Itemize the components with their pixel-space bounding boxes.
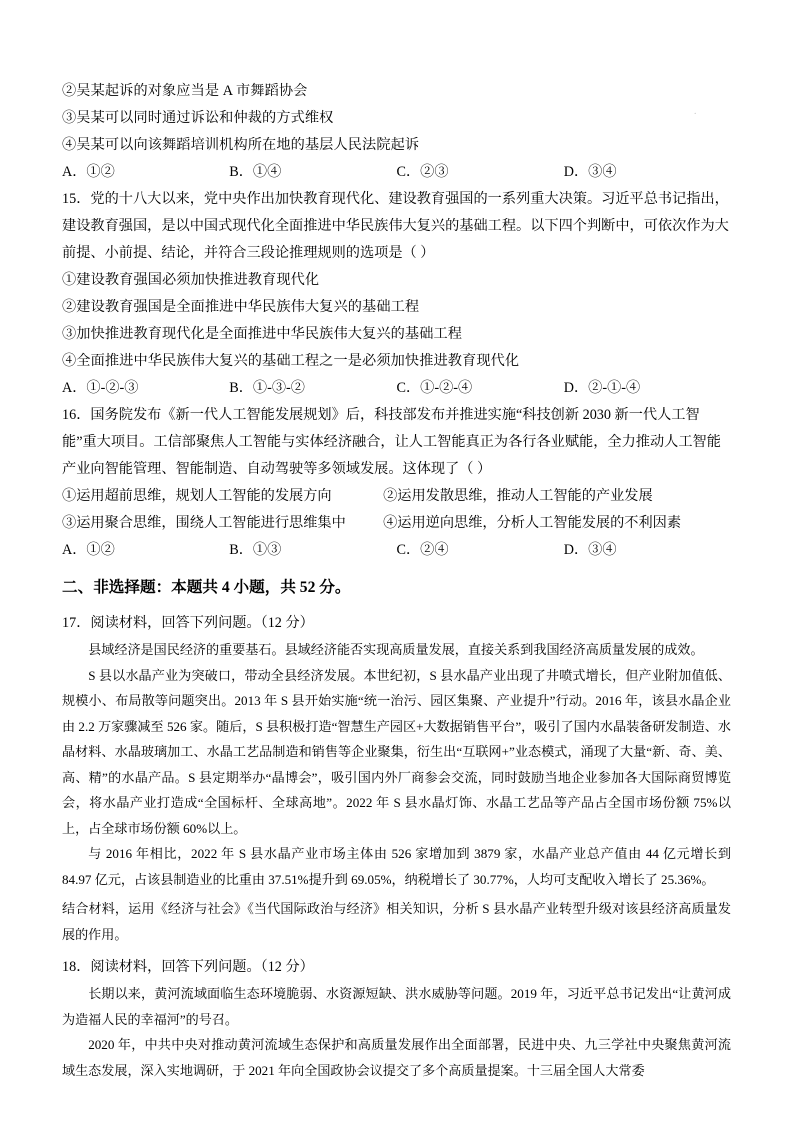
question-18-para: 2020 年，中共中央对推动黄河流域生态保护和高质量发展作出全面部署，民进中央、九三学社中央聚焦黄河流域生态发展，深入实地调研，于 2021 年向全国政协会议提交了多个高质量提案。十三届全国人大常委 <box>62 1037 731 1078</box>
question-16-stem: 16．国务院发布《新一代人工智能发展规划》后，科技部发布并推进实施“科技创新 2030 新一代人工智能”重大项目。工信部聚焦人工智能与实体经济融合，让人工智能真正为各行各业赋能，全力推动人工智能产业向智能管理、智能制造、自动驾驶等多领域发展。这体现了（ ） <box>62 407 721 477</box>
option-item: ②吴某起诉的对象应当是 A 市舞蹈协会 <box>62 83 308 99</box>
option-a: A．①② <box>62 164 115 180</box>
page-content <box>62 78 731 1083</box>
question-18-para: 长期以来，黄河流域面临生态环境脆弱、水资源短缺、洪水威胁等问题。2019 年，习近平总书记发出“让黄河成为造福人民的幸福河”的号召。 <box>62 986 731 1027</box>
question-17-task: 结合材料，运用《经济与社会》《当代国际政治与经济》相关知识，分析 S 县水晶产业转型升级对该县经济高质量发展的作用。 <box>62 901 731 942</box>
page-corner-mark: · <box>693 108 697 120</box>
question-17-head: 17．阅读材料，回答下列问题。（12 分） <box>62 615 314 631</box>
option-b: B．①④ <box>229 164 282 180</box>
question-16-options <box>62 537 731 564</box>
question-17-para: 与 2016 年相比，2022 年 S 县水晶产业市场主体由 526 家增加到 3879 家，水晶产业总产值由 44 亿元增长到 84.97 亿元，占该县制造业的比重由 37.51%提升到 69.05%，纳税增长了 30.77%，人均可支配收入增长了 25.36%。 <box>62 846 731 887</box>
question-14-options <box>62 159 731 186</box>
question-16-items-row1 <box>62 483 731 510</box>
question-15-item: ④全面推进中华民族伟大复兴的基础工程之一是必须加快推进教育现代化 <box>62 353 520 369</box>
question-15-item: ①建设教育强国必须加快推进教育现代化 <box>62 272 320 288</box>
question-16-item-1: ①运用超前思维，规划人工智能的发展方向 <box>62 488 332 504</box>
option-c: C．②③ <box>396 164 449 180</box>
option-b: B．①-③-② <box>229 380 305 396</box>
question-18-head: 18．阅读材料，回答下列问题。（12 分） <box>62 959 314 975</box>
question-17-para: 县域经济是国民经济的重要基石。县域经济能否实现高质量发展，直接关系到我国经济高质量发展的成效。 <box>88 642 704 657</box>
question-15-stem: 15．党的十八大以来，党中央作出加快教育现代化、建设教育强国的一系列重大决策。习近平总书记指出，建设教育强国，是以中国式现代化全面推进中华民族伟大复兴的基础工程。以下四个判断中，可依次作为大前提、小前提、结论，并符合三段论推理规则的选项是（ ） <box>62 191 729 261</box>
option-d: D．②-①-④ <box>563 380 641 396</box>
question-15-item: ③加快推进教育现代化是全面推进中华民族伟大复兴的基础工程 <box>62 326 463 342</box>
option-item: ③吴某可以同时通过诉讼和仲裁的方式维权 <box>62 110 334 126</box>
section-heading: 二、非选择题：本题共 4 小题，共 52 分。 <box>62 579 351 596</box>
option-d: D．③④ <box>563 542 617 558</box>
question-16-items-row2 <box>62 510 731 537</box>
option-item: ④吴某可以向该舞蹈培训机构所在地的基层人民法院起诉 <box>62 137 420 153</box>
option-a: A．①-②-③ <box>62 380 139 396</box>
question-16-item-3: ③运用聚合思维，围绕人工智能进行思维集中 <box>62 515 346 531</box>
question-15-item: ②建设教育强国是全面推进中华民族伟大复兴的基础工程 <box>62 299 420 315</box>
question-17-para: S 县以水晶产业为突破口，带动全县经济发展。本世纪初，S 县水晶产业出现了井喷式增长，但产业附加值低、规模小、布局散等问题突出。2013 年 S 县开始实施“统一治污、园区集聚、产业提升”行动。2016 年，该县水晶企业由 2.2 万家骤减至 526 家。随后，S 县积极打造“智慧生产园区+大数据销售平台”，吸引了国内水晶装备研发制造、水晶材料、水晶玻璃加工、水晶工艺品制造和销售等企业聚集，衍生出“互联网+”业态模式，涌现了大量“新、奇、美、高、精”的水晶产品。S 县定期举办“晶博会”，吸引国内外厂商参会交流，同时鼓励当地企业参加各大国际商贸博览会，将水晶产业打造成“全国标杆、全球高地”。2022 年 S 县水晶灯饰、水晶工艺品等产品占全国市场份额 75%以上，占全球市场份额 60%以上。 <box>62 667 731 836</box>
option-c: C．②④ <box>396 542 449 558</box>
option-d: D．③④ <box>563 164 617 180</box>
option-a: A．①② <box>62 542 115 558</box>
question-16-item-4: ④运用逆向思维，分析人工智能发展的不利因素 <box>383 515 682 531</box>
question-15-options <box>62 375 731 402</box>
option-c: C．①-②-④ <box>396 380 473 396</box>
question-16-item-2: ②运用发散思维，推动人工智能的产业发展 <box>383 488 653 504</box>
option-b: B．①③ <box>229 542 282 558</box>
